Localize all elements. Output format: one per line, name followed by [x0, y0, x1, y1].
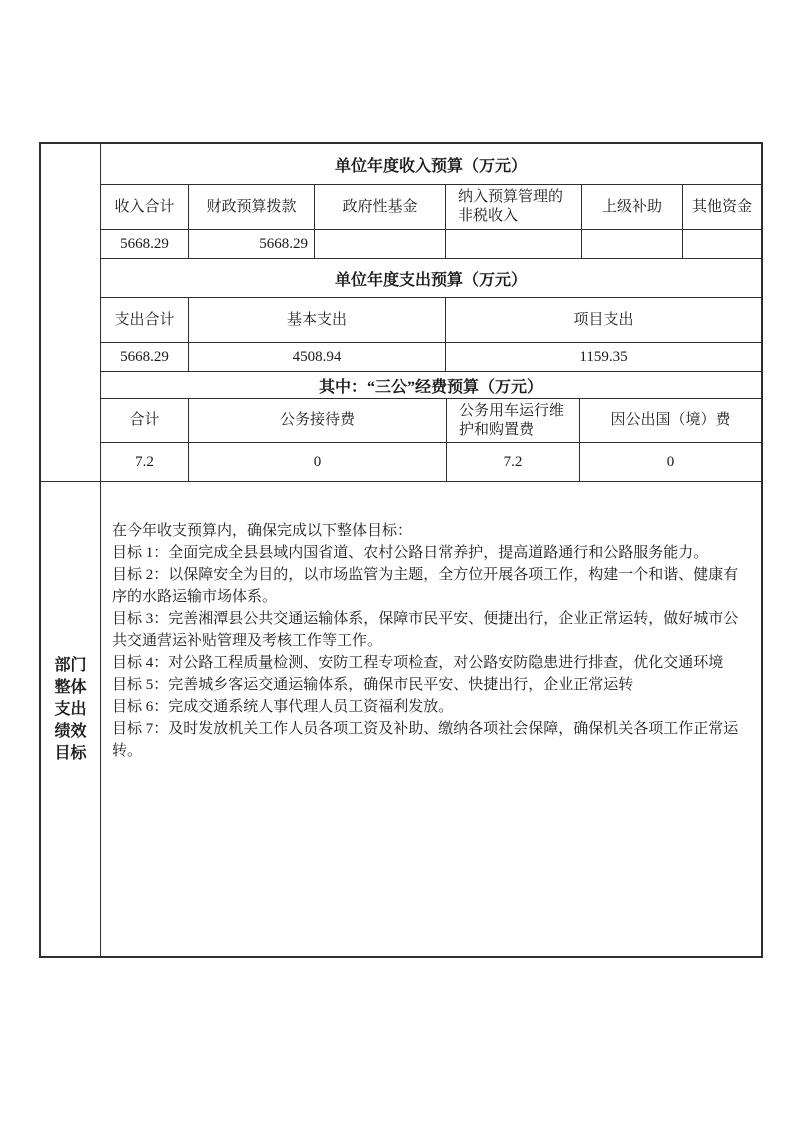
budget-table	[39, 142, 763, 958]
three-public-header-reception: 公务接待费	[189, 399, 447, 442]
income-header-total: 收入合计	[101, 185, 189, 229]
income-value-nontax	[446, 230, 582, 258]
budget-area	[101, 144, 761, 481]
income-value-subsidy	[582, 230, 683, 258]
expenditure-value-project: 1159.35	[579, 348, 628, 365]
expenditure-value-basic: 4508.94	[189, 343, 446, 371]
left-spacer-cell	[41, 144, 101, 481]
performance-label-line: 目标	[54, 745, 87, 762]
performance-label-line: 整体	[54, 679, 87, 696]
expenditure-budget-title-text: 单位年度支出预算（万元）	[334, 271, 527, 289]
income-header-fiscal: 财政预算拨款	[189, 185, 315, 229]
performance-goals-cell	[101, 482, 761, 956]
expenditure-value-row	[101, 343, 761, 372]
performance-intro: 在今年收支预算内，确保完成以下整体目标：	[112, 523, 413, 539]
performance-label-line: 绩效	[54, 723, 87, 740]
three-public-header-vehicle: 公务用车运行维护和购置费	[447, 399, 580, 442]
income-header-subsidy: 上级补助	[582, 185, 683, 229]
performance-goal-6: 目标 6：完成交通系统人事代理人员工资福利发放。	[112, 699, 454, 715]
performance-goal-5: 目标 5：完善城乡客运交通运输体系，确保市民平安、快捷出行，企业正常运转	[112, 677, 634, 693]
income-budget-title-text: 单位年度收入预算（万元）	[334, 157, 527, 175]
three-public-value-row	[101, 443, 761, 481]
expenditure-header-total: 支出合计	[101, 298, 189, 342]
income-value-other	[683, 230, 761, 258]
income-header-nontax: 纳入预算管理的非税收入	[446, 185, 582, 229]
three-public-budget-title-text: 其中：“三公”经费预算（万元）	[318, 378, 543, 396]
performance-block	[41, 481, 761, 956]
three-public-value-abroad: 0	[666, 453, 675, 470]
income-value-fiscal: 5668.29	[189, 230, 315, 258]
income-value-govfund	[315, 230, 446, 258]
performance-label-line: 部门	[54, 657, 87, 674]
performance-label	[41, 482, 101, 956]
three-public-value-vehicle: 7.2	[447, 443, 580, 481]
expenditure-budget-title	[101, 259, 761, 298]
three-public-value-reception: 0	[189, 443, 447, 481]
expenditure-value-total: 5668.29	[101, 343, 189, 371]
performance-goal-7: 目标 7：及时发放机关工作人员各项工资及补助、缴纳各项社会保障，确保机关各项工作正常运转。	[112, 721, 739, 759]
three-public-budget-title	[101, 372, 761, 399]
income-value-total: 5668.29	[101, 230, 189, 258]
three-public-value-total: 7.2	[101, 443, 189, 481]
three-public-header-abroad: 因公出国（境）费	[610, 412, 731, 428]
income-header-row	[101, 185, 761, 230]
income-header-other: 其他资金	[691, 198, 752, 215]
performance-goal-2: 目标 2：以保障安全为目的，以市场监管为主题，全方位开展各项工作，构建一个和谐、健康有序的水路运输市场体系。	[112, 567, 739, 605]
performance-label-line: 支出	[54, 701, 87, 718]
expenditure-header-basic: 基本支出	[189, 298, 446, 342]
three-public-header-total: 合计	[101, 399, 189, 442]
performance-goal-4: 目标 4：对公路工程质量检测、安防工程专项检查，对公路安防隐患进行排查，优化交通环境	[112, 655, 724, 671]
performance-goal-1: 目标 1：全面完成全县县域内国省道、农村公路日常养护，提高道路通行和公路服务能力。	[112, 545, 709, 561]
expenditure-header-row	[101, 298, 761, 343]
income-header-govfund: 政府性基金	[315, 185, 446, 229]
income-value-row	[101, 230, 761, 259]
income-budget-title	[101, 144, 761, 185]
three-public-header-row	[101, 399, 761, 443]
performance-goal-3: 目标 3：完善湘潭县公共交通运输体系，保障市民平安、便捷出行，企业正常运转，做好城市公共交通营运补贴管理及考核工作等工作。	[112, 611, 739, 649]
expenditure-header-project: 项目支出	[573, 311, 634, 328]
budget-block	[41, 144, 761, 481]
